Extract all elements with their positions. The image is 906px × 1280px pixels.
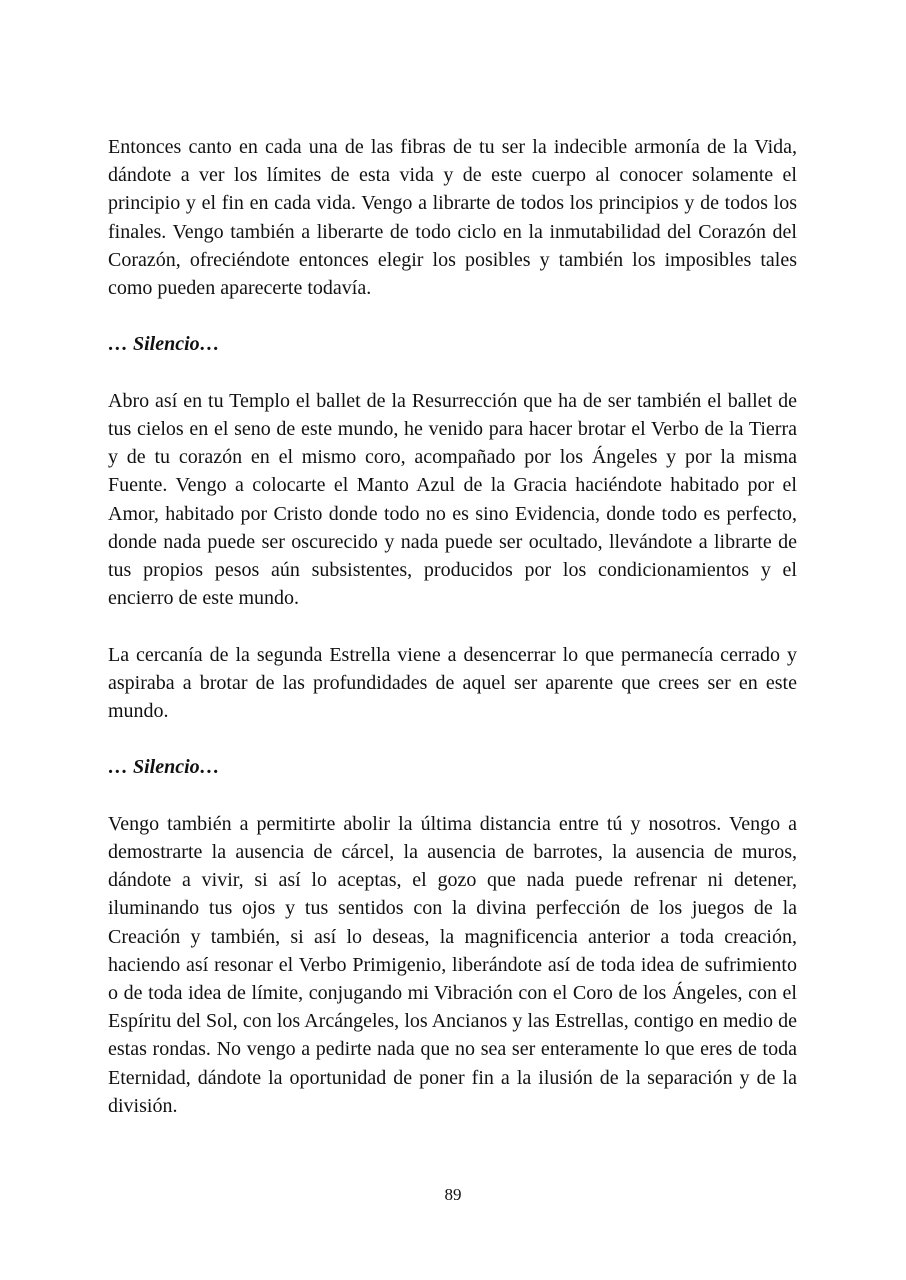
silence-heading-1: … Silencio… xyxy=(108,333,220,356)
page-number: 89 xyxy=(444,1185,462,1204)
page-body xyxy=(108,133,797,1120)
silence-heading-2: … Silencio… xyxy=(108,756,220,779)
paragraph-4: Vengo también a permitirte abolir la última distancia entre tú y nosotros. Vengo a demostrarte la ausencia de cárcel, la ausencia de barrotes, la ausencia de muros, dándote a vivir, si así lo aceptas, el gozo que nada puede refrenar ni detener, iluminando tus ojos y tus sentidos con la divina perfección de los juegos de la Creación y también, si así lo deseas, la magnificencia anterior a toda creación, haciendo así resonar el Verbo Primigenio, liberándote así de toda idea de sufrimiento o de toda idea de límite, conjugando mi Vibración con el Coro de los Ángeles, con el Espíritu del Sol, con los Arcángeles, los Ancianos y las Estrellas, contigo en medio de estas rondas. No vengo a pedirte nada que no sea ser enteramente lo que eres de toda Eternidad, dándote la oportunidad de poner fin a la ilusión de la separación y de la división. xyxy=(108,812,797,1117)
paragraph-1: Entonces canto en cada una de las fibras de tu ser la indecible armonía de la Vida, dándote a ver los límites de esta vida y de este cuerpo al conocer solamente el principio y el fin en cada vida. Vengo a librarte de todos los principios y de todos los finales. Vengo también a liberarte de todo ciclo en la inmutabilidad del Corazón del Corazón, ofreciéndote entonces elegir los posibles y también los imposibles tales como pueden aparecerte todavía. xyxy=(108,136,797,300)
paragraph-2: Abro así en tu Templo el ballet de la Resurrección que ha de ser también el ballet de tus cielos en el seno de este mundo, he venido para hacer brotar el Verbo de la Tierra y de tu corazón en el mismo coro, acompañado por los Ángeles y por la misma Fuente. Vengo a colocarte el Manto Azul de la Gracia haciéndote habitado por el Amor, habitado por Cristo donde todo no es sino Evidencia, donde todo es perfecto, donde nada puede ser oscurecido y nada puede ser ocultado, llevándote a librarte de tus propios pesos aún subsistentes, producidos por los condicionamientos y el encierro de este mundo. xyxy=(108,389,797,610)
paragraph-3: La cercanía de la segunda Estrella viene a desencerrar lo que permanecía cerrado y aspiraba a brotar de las profundidades de aquel ser aparente que crees ser en este mundo. xyxy=(108,643,797,723)
